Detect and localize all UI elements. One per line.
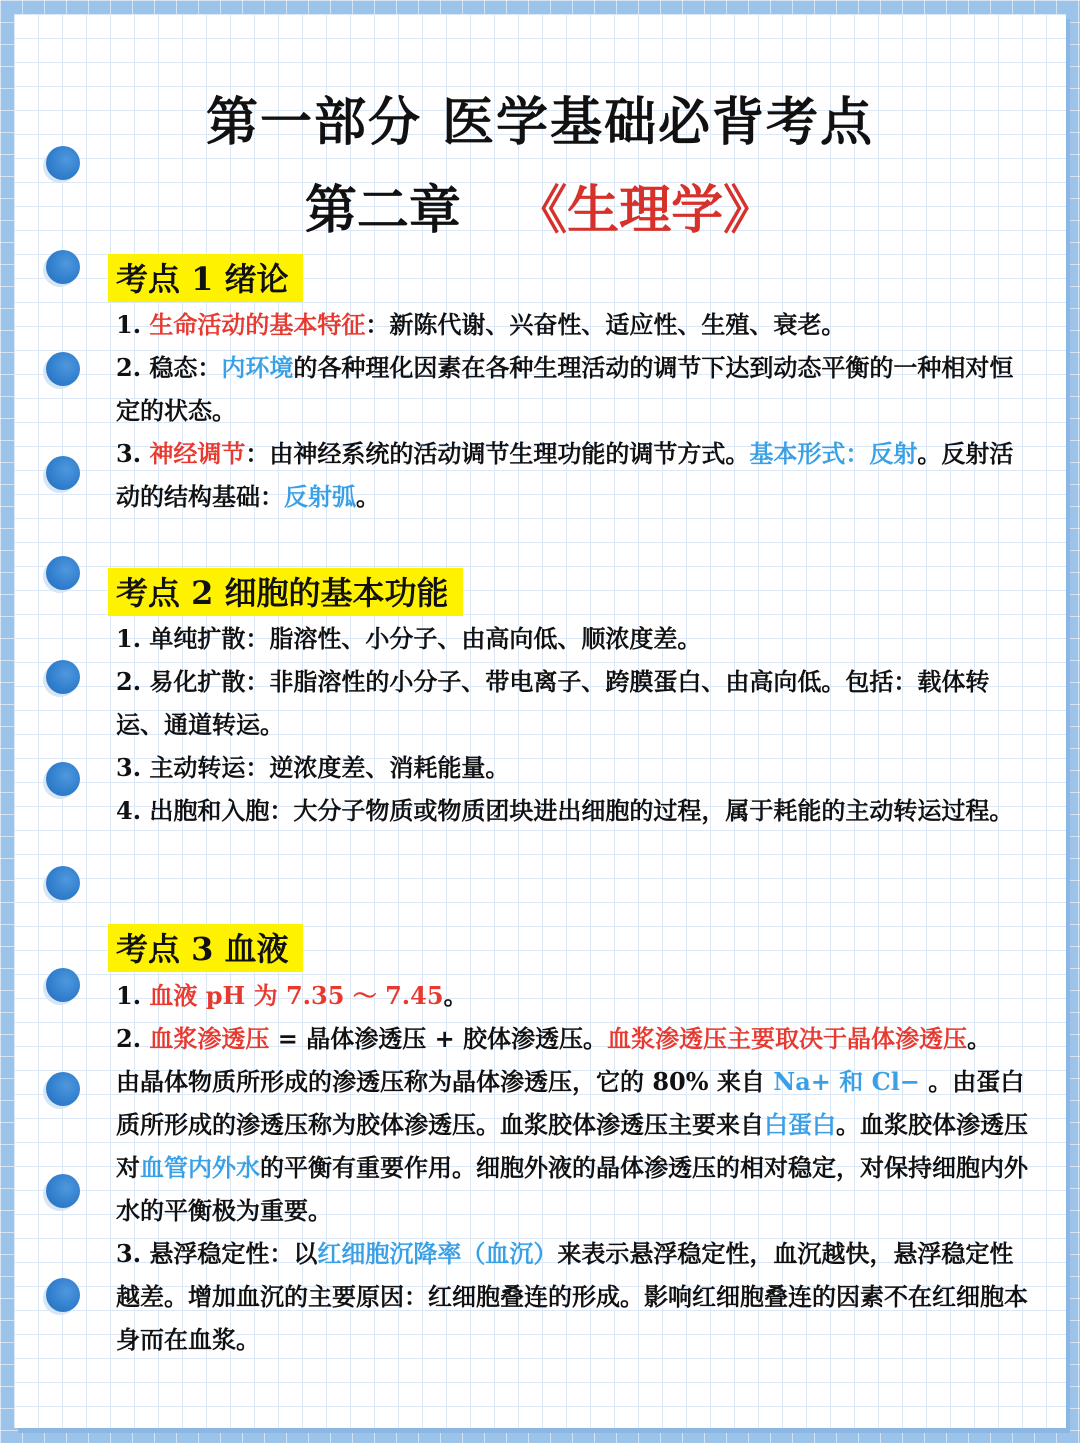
binder-hole-icon bbox=[46, 866, 80, 900]
list-item: 2. 易化扩散：非脂溶性的小分子、带电离子、跨膜蛋白、由高向低。包括：载体转运、通道转运。 bbox=[116, 667, 990, 739]
binder-hole-icon bbox=[46, 762, 80, 796]
binder-hole-icon bbox=[46, 1072, 80, 1106]
section-heading: 考点 2 细胞的基本功能 bbox=[108, 568, 463, 616]
binder-hole-icon bbox=[46, 556, 80, 590]
list-item: 3. 主动转运：逆浓度差、消耗能量。 bbox=[116, 753, 510, 782]
list-item: 4. 出胞和入胞：大分子物质或物质团块进出细胞的过程，属于耗能的主动转运过程。 bbox=[116, 796, 1014, 825]
chapter-name: 《生理学》 bbox=[515, 180, 776, 241]
section-body bbox=[116, 617, 1034, 832]
section-body bbox=[116, 974, 1034, 1361]
list-item: 由晶体物质所形成的渗透压称为晶体渗透压，它的 80% 来自 Na+ 和 Cl− 。由蛋白质所形成的渗透压称为胶体渗透压。血浆胶体渗透压主要来自白蛋白。血浆胶体渗透压对血管内外水的平衡有重要作用。细胞外液的晶体渗透压的相对稳定，对保持细胞内外水的平衡极为重要。 bbox=[116, 1067, 1028, 1225]
section-heading: 考点 3 血液 bbox=[108, 924, 303, 972]
binder-hole-icon bbox=[46, 1278, 80, 1312]
chapter-prefix: 第二章 bbox=[304, 180, 461, 241]
section-body bbox=[116, 303, 1034, 518]
list-item: 3. 神经调节：由神经系统的活动调节生理功能的调节方式。基本形式：反射。反射活动的结构基础：反射弧。 bbox=[116, 439, 1014, 511]
binder-hole-icon bbox=[46, 1174, 80, 1208]
binder-hole-icon bbox=[46, 352, 80, 386]
page-title: 第一部分 医学基础必背考点 bbox=[205, 92, 875, 153]
list-item: 1. 生命活动的基本特征：新陈代谢、兴奋性、适应性、生殖、衰老。 bbox=[116, 310, 846, 339]
section-heading: 考点 1 绪论 bbox=[108, 254, 303, 302]
binder-hole-icon bbox=[46, 968, 80, 1002]
binder-hole-icon bbox=[46, 660, 80, 694]
binder-hole-icon bbox=[46, 456, 80, 490]
chapter-title bbox=[0, 168, 1080, 243]
list-item: 3. 悬浮稳定性：以红细胞沉降率（血沉）来表示悬浮稳定性，血沉越快，悬浮稳定性越差。增加血沉的主要原因：红细胞叠连的形成。影响红细胞叠连的因素不在红细胞本身而在血浆。 bbox=[116, 1239, 1028, 1354]
list-item: 1. 血液 pH 为 7.35 ～ 7.45。 bbox=[116, 981, 468, 1010]
binder-hole-icon bbox=[46, 250, 80, 284]
list-item: 1. 单纯扩散：脂溶性、小分子、由高向低、顺浓度差。 bbox=[116, 624, 702, 653]
list-item: 2. 血浆渗透压 = 晶体渗透压 + 胶体渗透压。血浆渗透压主要取决于晶体渗透压。 bbox=[116, 1024, 992, 1053]
list-item: 2. 稳态：内环境的各种理化因素在各种生理活动的调节下达到动态平衡的一种相对恒定的状态。 bbox=[116, 353, 1014, 425]
